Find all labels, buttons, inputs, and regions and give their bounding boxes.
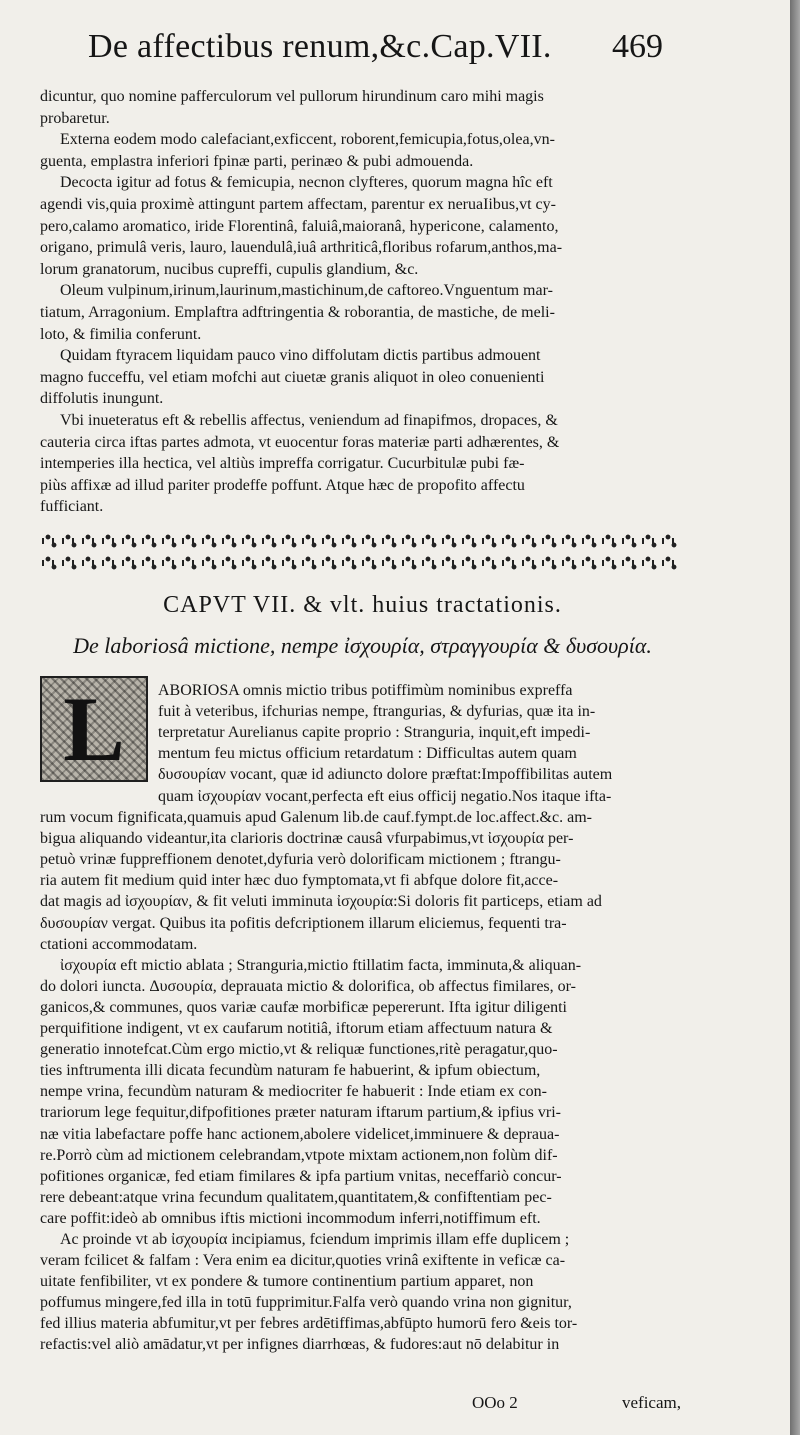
decorated-initial	[40, 676, 148, 782]
chapter-subtitle: De laboriosâ mictione, nempe ἰσχουρία, στραγγουρία & δυσουρία.	[73, 633, 652, 658]
text-line: generatio innotefcat.Cùm ergo mictio,vt & reliquæ functiones,ritè peragatur,quo-	[40, 1041, 558, 1059]
initial-letter: L	[63, 678, 125, 780]
text-line: intemperies illa hectica, vel altiùs impreffa corrigatur. Cucurbitulæ pubi fæ-	[40, 455, 525, 473]
text-line: ABORIOSA omnis mictio tribus potiffimùm nominibus expreffa	[158, 682, 573, 699]
text-line: guenta, emplastra inferiori fpinæ parti, perinæo & pubi admouenda.	[40, 152, 474, 170]
text-line: quam ἰσχουρίαν vocant,perfecta eft eius officij negatio.Nos itaque ifta-	[158, 788, 612, 805]
text-line: Externa eodem modo calefaciant,exficcent, roborent,femicupia,fotus,olea,vn-	[60, 131, 555, 149]
text-line: rum vocum fignificata,quamuis apud Galenum lib.de cauf.fympt.de loc.affect.&c. am-	[40, 809, 592, 827]
catchword: veficam,	[622, 1393, 681, 1412]
text-line: re.Porrò cùm ad mictionem celebrandam,vtpote mixtam actionem,non folùm dif-	[40, 1146, 558, 1164]
text-line: care poffit:ideò ab omnibus iftis mictioni incommodum inferri,notiffimum eft.	[40, 1209, 541, 1227]
text-line: bigua aliquando videantur,ita clarioris doctrinæ causâ vfurpabimus,vt ἰσχουρία per-	[40, 830, 574, 848]
text-line: loto, & fimilia conferunt.	[40, 325, 202, 343]
text-line: perquifitione indigent, vt ex caufarum notitiâ, iftorum etiam affectuum natura &	[40, 1020, 553, 1038]
text-line: rere debeant:atque vrina fecundum qualitatem,quantitatem,& confiftentiam pec-	[40, 1188, 552, 1206]
text-line: dat magis ad ἰσχουρίαν, & fit veluti imminuta ἰσχουρία:Si doloris fit particeps, etiam ad	[40, 893, 602, 911]
text-line: ria autem fit medium quid inter hæc duo fymptomata,vt fi abfque dolore fit,acce-	[40, 872, 559, 890]
text-line: nempe vrina, fecundùm naturam & mediocriter fe habuerit : Inde etiam ex con-	[40, 1083, 547, 1101]
running-head: De affectibus renum,&c.Cap.VII.	[88, 28, 552, 65]
main-text-block	[40, 786, 685, 1356]
text-line: trariorum lege fequitur,difpofitiones præter naturam iftarum partium,& ipfius vri-	[40, 1104, 561, 1122]
text-line: lorum granatorum, nucibus cupreffi, cupulis glandium, &c.	[40, 260, 419, 278]
text-line: ties inftrumenta illi dicata fecundùm naturam fe habuerint, & ipfum obiectum,	[40, 1062, 541, 1080]
text-line: ganicos,& communes, quos variæ caufæ morbificæ pepererunt. Ifta igitur diligenti	[40, 998, 567, 1016]
page-edge-shadow	[790, 0, 800, 1435]
text-line: veram fcilicet & falfam : Vera enim ea dicitur,quoties vrinâ exiftente in veficæ ca-	[40, 1252, 566, 1270]
text-line: mentum feu mictus officium retardatum : Difficultas autem quam	[158, 745, 577, 763]
text-line: δυσουρίαν vergat. Quibus ita pofitis defcriptionem illarum eliciemus, fequenti tra-	[40, 914, 567, 932]
text-line: petuò vrinæ fuppreffionem denotet,dyfuria verò dolorificam mictionem ; ftrangu-	[40, 851, 561, 869]
text-line: ἰσχουρία eft mictio ablata ; Stranguria,mictio ftillatim facta, imminuta,& aliquan-	[60, 956, 582, 974]
page-number: 469	[612, 28, 663, 65]
text-line: magno fucceffu, vel etiam mofchi aut ciuetæ granis aliquot in oleo conuenienti	[40, 368, 545, 386]
text-line: terpretatur Aurelianus capite proprio : Stranguria, inquit,eft impedi-	[158, 724, 591, 742]
text-line: dicuntur, quo nomine pafferculorum vel pullorum hirundinum caro mihi magis	[40, 88, 544, 105]
text-line: tiatum, Arragonium. Emplaftra adftringentia & roborantia, de mastiche, de meli-	[40, 303, 555, 321]
text-line: do dolori iuncta. Δυσουρία, deprauata mictio & dolorifica, ob affectus fimilares, or-	[40, 977, 576, 995]
text-line: δυσουρίαν vocant, quæ id adiuncto dolore præftat:Impoffibilitas autem	[158, 766, 613, 784]
text-line: agendi vis,quia proximè attingunt partem affectam, parentur ex neruaIibus,vt cy-	[40, 195, 556, 213]
text-line: Vbi inueteratus eft & rebellis affectus, veniendum ad finapifmos, dropaces, &	[60, 411, 558, 429]
text-line: origano, primulâ veris, lauro, lauendulâ,iuâ arthriticâ,floribus rofarum,anthos,ma-	[40, 239, 563, 257]
text-line: Oleum vulpinum,irinum,laurinum,mastichinum,de caftoreo.Vnguentum mar-	[60, 282, 553, 300]
text-line: næ vitia labefactare poffe hanc actionem,abolere videlicet,imminuere & deprauа-	[40, 1125, 560, 1143]
text-line: refactis:vel aliò amādatur,vt per infignes diarrhœas, & fudores:aut nō delabitur in	[40, 1336, 560, 1354]
ornamental-divider	[42, 530, 682, 574]
text-line: Decocta igitur ad fotus & femicupia, necnon clyfteres, quorum magna hîc eft	[60, 174, 553, 192]
text-line: Quidam ftyracem liquidam pauco vino diffolutam dictis partibus admouent	[60, 347, 541, 365]
text-line: fufficiant.	[40, 498, 104, 516]
chapter-title: CAPVT VII. & vlt. huius tractationis.	[163, 592, 562, 618]
text-line: uitate fenfibiliter, vt ex pondere & tumore continentium partium apparet, non	[40, 1273, 534, 1291]
text-line: fed illius materia abfumitur,vt per febres ardētiffimas,abfūpto humorū fero &eis tor-	[40, 1315, 578, 1333]
text-line: Ac proinde vt ab ἰσχουρία incipiamus, fciendum imprimis illam effe duplicem ;	[60, 1230, 570, 1248]
text-line: piùs affixæ ad illud pariter prodeffe poffunt. Atque hæc de propofito affectu	[40, 476, 525, 494]
text-line: pofitiones organicæ, fed etiam fimilares & ipfa partium vnitas, neceffariò concur-	[40, 1167, 562, 1185]
text-line: cauteria circa iftas partes admota, vt euocentur foras materiæ parti adhærentes, &	[40, 433, 560, 451]
text-line: ctationi accommodatam.	[40, 935, 198, 953]
signature-mark: OOo 2	[472, 1393, 518, 1412]
text-line: pero,calamo aromatico, iride Florentinâ, faluiâ,maioranâ, hypericone, calamento,	[40, 217, 559, 235]
text-line: poffumus mingere,fed illa in totū fupprimitur.Falfa verò quando vrina non gignitur,	[40, 1294, 572, 1312]
text-line: diffolutis inungunt.	[40, 390, 164, 408]
text-line: fuit à veteribus, ifchurias nempe, ftrangurias, & dyfurias, quæ ita in-	[158, 703, 596, 721]
text-line: probaretur.	[40, 109, 110, 127]
initial-adjacent-text	[158, 680, 685, 785]
top-text-block	[40, 86, 685, 518]
